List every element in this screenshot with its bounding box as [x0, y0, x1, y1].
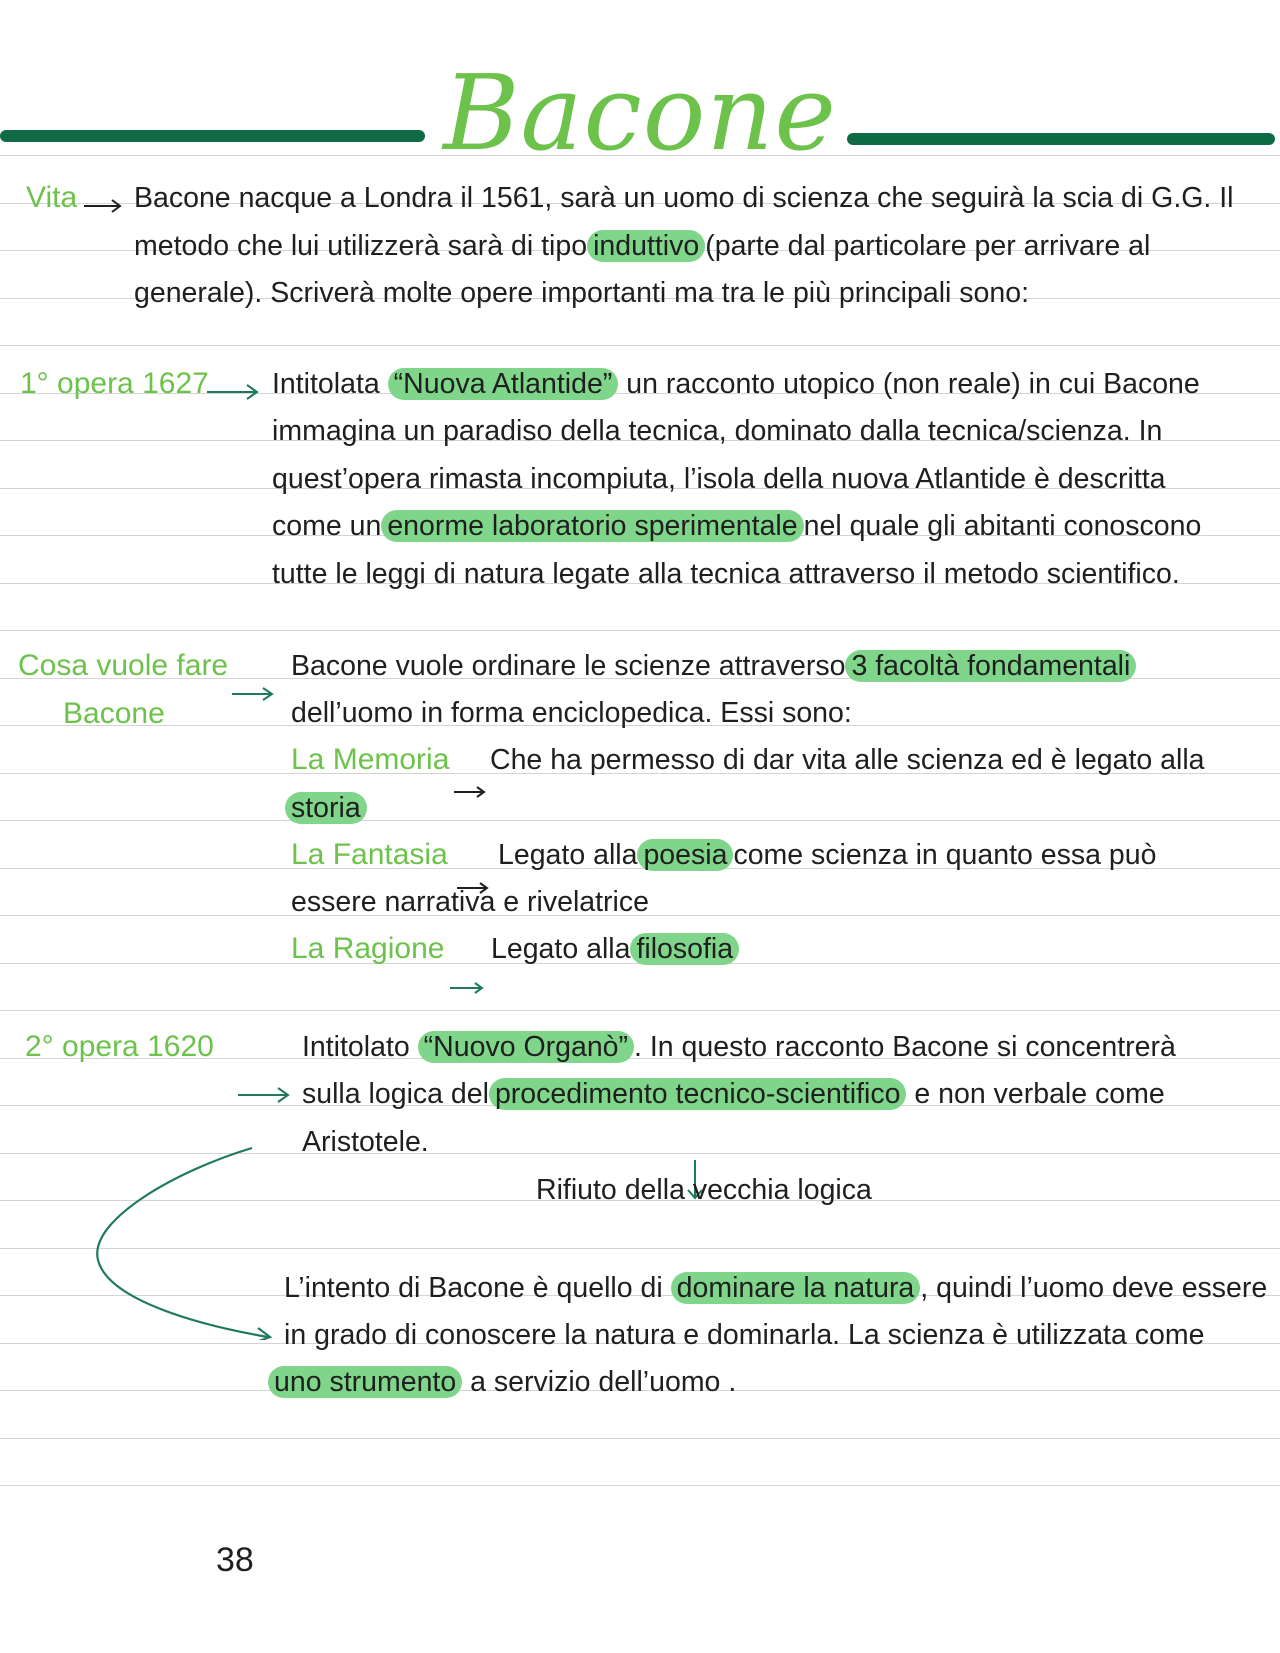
- ruled-line: [0, 1010, 1280, 1011]
- arrow-right-icon: [448, 980, 488, 996]
- highlight-facolta: 3 facoltà fondamentali: [845, 650, 1136, 682]
- ruled-line: [0, 1438, 1280, 1439]
- vita-line-1: Bacone nacque a Londra il 1561, sarà un uomo di scienza che seguirà la scia di G.G. Il: [134, 182, 1234, 214]
- opera2-line-2: sulla logica del procedimento tecnico-scientifico e non verbale come: [302, 1078, 1165, 1110]
- highlight-nuova-atlantide: “Nuova Atlantide”: [388, 368, 619, 400]
- opera1-line-4: come un enorme laboratorio sperimentale nel quale gli abitanti conoscono: [272, 510, 1202, 542]
- opera2-line-3: Aristotele.: [302, 1126, 429, 1158]
- ruled-line: [0, 345, 1280, 346]
- vita-line-3: generale). Scriverà molte opere importanti ma tra le più principali sono:: [134, 277, 1030, 309]
- highlight-induttivo: induttivo: [587, 230, 705, 262]
- label-bacone: Bacone: [63, 697, 165, 730]
- opera1-line-3: quest’opera rimasta incompiuta, l’isola della nuova Atlantide è descritta: [272, 463, 1166, 495]
- opera1-line-2: immagina un paradiso della tecnica, dominato dalla tecnica/scienza. In: [272, 415, 1163, 447]
- opera1-line-1: Intitolata “Nuova Atlantide” un racconto utopico (non reale) in cui Bacone: [272, 368, 1200, 400]
- page-title: Bacone: [443, 52, 837, 174]
- highlight-procedimento: procedimento tecnico-scientifico: [489, 1078, 907, 1110]
- arrow-right-icon: [230, 684, 276, 704]
- highlight-nuovo-organo: “Nuovo Organò”: [418, 1031, 634, 1063]
- label-opera-1: 1° opera 1627: [20, 367, 209, 400]
- opera2-line-1: Intitolato “Nuovo Organò” . In questo racconto Bacone si concentrerà: [302, 1031, 1176, 1063]
- ragione-line-1: Legato alla filosofia: [491, 929, 739, 969]
- highlight-dominare: dominare la natura: [671, 1272, 921, 1304]
- ruled-line: [0, 1485, 1280, 1486]
- page-number: 38: [216, 1541, 254, 1579]
- label-fantasia: La Fantasia: [291, 838, 448, 871]
- arrow-right-icon: [452, 784, 488, 800]
- memoria-text: Che ha permesso di dar vita alle scienza ed è legato alla: [490, 744, 1205, 776]
- intent-line-3: uno strumento a servizio dell’uomo .: [268, 1362, 736, 1402]
- highlight-laboratorio: enorme laboratorio sperimentale: [381, 510, 803, 542]
- highlight-filosofia: filosofia: [630, 933, 739, 965]
- curved-arrow-icon: [88, 1140, 288, 1340]
- highlight-storia: storia: [285, 792, 367, 824]
- rifiuto-text: Rifiuto della vecchia logica: [536, 1174, 872, 1206]
- ruled-line: [0, 630, 1280, 631]
- fantasia-line-1: Legato alla poesia come scienza in quanto essa può: [498, 839, 1157, 871]
- title-bar-left: [0, 130, 425, 142]
- title-bar-right: [847, 133, 1275, 145]
- label-opera-2: 2° opera 1620: [25, 1030, 214, 1063]
- label-memoria: La Memoria: [291, 743, 450, 776]
- cosa-line-1: Bacone vuole ordinare le scienze attraverso 3 facoltà fondamentali: [291, 646, 1136, 686]
- arrow-right-icon: [82, 196, 126, 216]
- vita-line-2: metodo che lui utilizzerà sarà di tipo induttivo (parte dal particolare per arrivare al: [134, 230, 1151, 262]
- label-vita: Vita: [26, 181, 78, 214]
- cosa-line-2: dell’uomo in forma enciclopedica. Essi sono:: [291, 697, 852, 729]
- arrow-right-icon: [205, 382, 261, 402]
- memoria-line-2: [285, 788, 367, 828]
- label-cosa-vuole-fare: Cosa vuole fare: [18, 649, 229, 682]
- highlight-strumento: uno strumento: [268, 1366, 462, 1398]
- label-ragione: La Ragione: [291, 932, 445, 965]
- intent-line-1: L’intento di Bacone è quello di dominare la natura , quindi l’uomo deve essere: [284, 1272, 1268, 1304]
- opera1-line-5: tutte le leggi di natura legate alla tecnica attraverso il metodo scientifico.: [272, 558, 1180, 590]
- intent-line-2: in grado di conoscere la natura e dominarla. La scienza è utilizzata come: [284, 1319, 1205, 1351]
- fantasia-line-2: essere narrativa e rivelatrice: [291, 886, 649, 918]
- ruled-line: [0, 820, 1280, 821]
- highlight-poesia: poesia: [637, 839, 733, 871]
- arrow-right-icon: [236, 1085, 292, 1105]
